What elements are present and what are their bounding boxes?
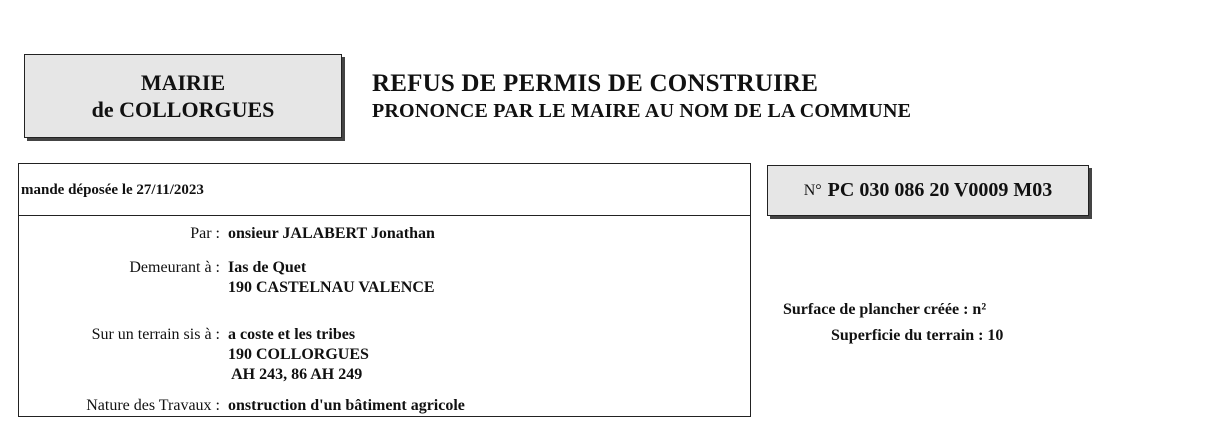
nature-value: onstruction d'un bâtiment agricole <box>228 397 465 414</box>
terrain-line-1: a coste et les tribes <box>228 326 356 343</box>
demeurant-line-1: Ias de Quet <box>228 259 307 276</box>
surface-plancher-value: n² <box>972 301 987 318</box>
terrain-value <box>228 325 728 385</box>
demeurant-value <box>228 258 728 298</box>
document-title <box>372 70 911 124</box>
mairie-commune: de COLLORGUES <box>91 97 275 122</box>
permit-number-prefix: N° <box>803 181 822 199</box>
surface-plancher-label: Surface de plancher créée : <box>783 301 969 318</box>
demeurant-label: Demeurant à : <box>129 259 220 276</box>
permit-number: PC 030 086 20 V0009 M03 <box>827 179 1053 201</box>
demeurant-line-2: 190 CASTELNAU VALENCE <box>228 279 435 296</box>
terrain-label: Sur un terrain sis à : <box>91 326 220 343</box>
terrain-line-3: AH 243, 86 AH 249 <box>228 366 363 383</box>
superficie-terrain-row <box>831 325 1003 347</box>
mairie-box <box>24 54 342 138</box>
par-value: onsieur JALABERT Jonathan <box>228 225 435 242</box>
title-sub: PRONONCE PAR LE MAIRE AU NOM DE LA COMMUNE <box>372 100 912 122</box>
nature-label: Nature des Travaux : <box>86 397 220 414</box>
title-main: REFUS DE PERMIS DE CONSTRUIRE <box>372 70 819 97</box>
terrain-line-2: 190 COLLORGUES <box>228 346 369 363</box>
demande-row <box>19 164 750 216</box>
demande-date: mande déposée le 27/11/2023 <box>21 182 204 198</box>
superficie-terrain-label: Superficie du terrain : <box>831 327 984 344</box>
superficie-terrain-value: 10 <box>987 327 1004 344</box>
permit-number-box <box>767 165 1089 216</box>
application-details-box <box>18 163 751 417</box>
surface-plancher-row <box>783 299 986 321</box>
mairie-title: MAIRIE <box>140 70 226 95</box>
par-label: Par : <box>190 225 220 242</box>
